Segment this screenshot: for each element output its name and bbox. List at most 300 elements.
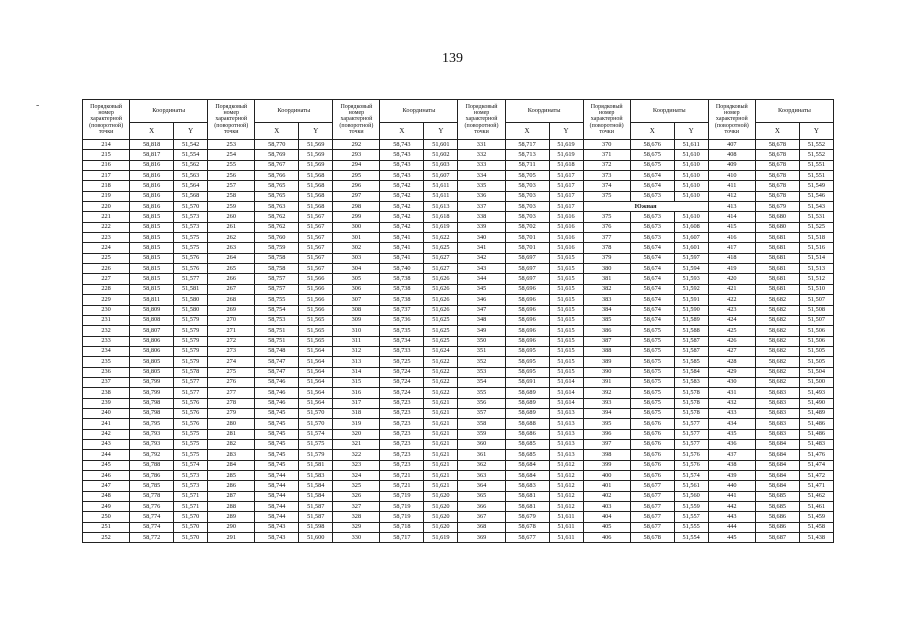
point-number: 292 — [333, 140, 380, 150]
coord-y: 51,576 — [174, 419, 208, 429]
point-number: 239 — [83, 398, 130, 408]
coord-y: 51,486 — [799, 419, 833, 429]
table-row — [83, 408, 834, 418]
coord-y: 51,584 — [299, 491, 333, 501]
point-number: 266 — [208, 274, 255, 284]
coord-x: 58,744 — [255, 491, 299, 501]
coord-x: 58,799 — [130, 388, 174, 398]
coord-y: 51,611 — [674, 140, 708, 150]
coord-y: 51,622 — [424, 233, 458, 243]
coord-x: 58,703 — [505, 212, 549, 222]
coord-y: 51,579 — [174, 326, 208, 336]
coord-y: 51,603 — [424, 160, 458, 170]
coord-x: 58,674 — [630, 274, 674, 284]
point-number: 229 — [83, 295, 130, 305]
point-number: 276 — [208, 377, 255, 387]
coord-y: 51,620 — [424, 512, 458, 522]
point-number: 253 — [208, 140, 255, 150]
coord-y: 51,573 — [174, 222, 208, 232]
coord-x: 58,681 — [505, 491, 549, 501]
coord-y: 51,570 — [174, 522, 208, 532]
coord-x: 58,744 — [255, 481, 299, 491]
coord-y: 51,594 — [674, 264, 708, 274]
coord-y: 51,611 — [424, 191, 458, 201]
table-row — [83, 243, 834, 253]
coord-y: 51,574 — [174, 460, 208, 470]
point-number: 363 — [458, 471, 505, 481]
point-number: 246 — [83, 471, 130, 481]
coord-x: 58,678 — [755, 191, 799, 201]
coord-y: 51,573 — [174, 471, 208, 481]
point-number: 397 — [583, 439, 630, 449]
coord-y: 51,612 — [549, 481, 583, 491]
coord-x: 58,684 — [755, 481, 799, 491]
coord-x: 58,766 — [255, 171, 299, 181]
coord-y: 51,565 — [299, 315, 333, 325]
point-number: 248 — [83, 491, 130, 501]
coord-y: 51,610 — [674, 181, 708, 191]
point-number: 306 — [333, 284, 380, 294]
point-number: 379 — [583, 253, 630, 263]
coord-x: 58,675 — [630, 398, 674, 408]
point-number: 320 — [333, 429, 380, 439]
point-number: 214 — [83, 140, 130, 150]
point-number: 228 — [83, 284, 130, 294]
point-number: 230 — [83, 305, 130, 315]
coord-x: 58,723 — [380, 460, 424, 470]
coord-x: 58,744 — [255, 502, 299, 512]
coord-y: 51,601 — [424, 140, 458, 150]
point-number: 413 — [708, 202, 755, 212]
coord-x: 58,754 — [255, 305, 299, 315]
coord-x: 58,682 — [755, 367, 799, 377]
coord-y: 51,576 — [174, 264, 208, 274]
coord-y: 51,614 — [549, 398, 583, 408]
coord-x: 58,675 — [630, 336, 674, 346]
coord-x: 58,724 — [380, 367, 424, 377]
point-number: 326 — [333, 491, 380, 501]
coord-x: 58,685 — [505, 439, 549, 449]
point-number: 265 — [208, 264, 255, 274]
point-number: 337 — [458, 202, 505, 212]
table-row — [83, 274, 834, 284]
coord-x: 58,675 — [630, 388, 674, 398]
coord-x: 58,697 — [505, 253, 549, 263]
point-number: 420 — [708, 274, 755, 284]
table-row — [83, 481, 834, 491]
header-x: X — [255, 123, 299, 140]
point-number: 443 — [708, 512, 755, 522]
coord-x: 58,713 — [505, 150, 549, 160]
point-number: 269 — [208, 305, 255, 315]
coord-y: 51,625 — [424, 243, 458, 253]
point-number: 418 — [708, 253, 755, 263]
coord-y: 51,579 — [174, 315, 208, 325]
coord-x: 58,685 — [755, 491, 799, 501]
table-row — [83, 491, 834, 501]
coord-x: 58,676 — [630, 460, 674, 470]
coord-x: 58,741 — [380, 253, 424, 263]
point-number: 407 — [708, 140, 755, 150]
coord-x: 58,762 — [255, 212, 299, 222]
coord-x: 58,684 — [755, 439, 799, 449]
point-number: 257 — [208, 181, 255, 191]
coord-x: 58,805 — [130, 367, 174, 377]
header-y: Y — [674, 123, 708, 140]
coord-y: 51,625 — [424, 315, 458, 325]
coord-x: 58,681 — [755, 274, 799, 284]
coord-x: 58,816 — [130, 191, 174, 201]
point-number: 428 — [708, 357, 755, 367]
coord-y: 51,573 — [174, 212, 208, 222]
coord-x: 58,759 — [255, 243, 299, 253]
coord-x: 58,721 — [380, 471, 424, 481]
point-number: 377 — [583, 233, 630, 243]
coord-x: 58,815 — [130, 264, 174, 274]
coord-y: 51,566 — [299, 274, 333, 284]
coord-y: 51,619 — [549, 140, 583, 150]
coord-y: 51,612 — [549, 471, 583, 481]
coord-y: 51,546 — [799, 191, 833, 201]
point-number: 416 — [708, 233, 755, 243]
point-number: 434 — [708, 419, 755, 429]
coord-x: 58,696 — [505, 315, 549, 325]
coord-y: 51,576 — [174, 408, 208, 418]
point-number: 378 — [583, 243, 630, 253]
coord-x: 58,815 — [130, 274, 174, 284]
coord-y: 51,611 — [549, 522, 583, 532]
coord-y: 51,577 — [174, 388, 208, 398]
coord-y: 51,587 — [299, 502, 333, 512]
coord-x: 58,738 — [380, 295, 424, 305]
point-number: 255 — [208, 160, 255, 170]
coord-x: 58,786 — [130, 471, 174, 481]
coord-x: 58,799 — [130, 377, 174, 387]
coord-x: 58,811 — [130, 295, 174, 305]
table-row — [83, 388, 834, 398]
coord-x: 58,689 — [505, 388, 549, 398]
coord-x: 58,686 — [755, 512, 799, 522]
point-number: 322 — [333, 450, 380, 460]
point-number: 395 — [583, 419, 630, 429]
header-coordinates: Координаты — [630, 100, 708, 123]
header-point-number: Порядковый номер характерной (поворотной) точки — [333, 100, 380, 140]
point-number: 252 — [83, 533, 130, 543]
point-number: 321 — [333, 439, 380, 449]
point-number: 282 — [208, 439, 255, 449]
table-row — [83, 315, 834, 325]
coord-y: 51,474 — [799, 460, 833, 470]
coord-y: 51,438 — [799, 533, 833, 543]
coord-y: 51,552 — [799, 140, 833, 150]
point-number: 375 — [583, 191, 630, 201]
header-x: X — [755, 123, 799, 140]
coord-y: 51,581 — [174, 284, 208, 294]
coord-x: 58,679 — [755, 202, 799, 212]
coord-x: 58,682 — [755, 305, 799, 315]
coord-x: 58,705 — [505, 171, 549, 181]
coord-y: 51,581 — [299, 460, 333, 470]
point-number: 301 — [333, 233, 380, 243]
coord-x: 58,785 — [130, 481, 174, 491]
coord-x: 58,746 — [255, 377, 299, 387]
coord-y: 51,615 — [549, 284, 583, 294]
coord-x: 58,778 — [130, 491, 174, 501]
coord-x: 58,696 — [505, 326, 549, 336]
coord-x: 58,767 — [255, 160, 299, 170]
coord-y: 51,615 — [549, 326, 583, 336]
header-x: X — [630, 123, 674, 140]
coord-x: 58,701 — [505, 243, 549, 253]
coord-x: 58,678 — [755, 181, 799, 191]
point-number: 341 — [458, 243, 505, 253]
coord-y: 51,514 — [799, 253, 833, 263]
point-number: 250 — [83, 512, 130, 522]
point-number: 354 — [458, 377, 505, 387]
point-number: 241 — [83, 419, 130, 429]
point-number: 403 — [583, 502, 630, 512]
point-number: 426 — [708, 336, 755, 346]
coord-x: 58,675 — [630, 377, 674, 387]
point-number: 309 — [333, 315, 380, 325]
point-number: 388 — [583, 346, 630, 356]
point-number: 440 — [708, 481, 755, 491]
coord-y: 51,611 — [549, 533, 583, 543]
table-row — [83, 160, 834, 170]
coord-y: 51,610 — [674, 171, 708, 181]
table-row — [83, 346, 834, 356]
coord-y: 51,564 — [299, 346, 333, 356]
coord-x: 58,723 — [380, 429, 424, 439]
point-number: 334 — [458, 171, 505, 181]
point-number: 366 — [458, 502, 505, 512]
coord-y: 51,617 — [549, 202, 583, 212]
point-number: 273 — [208, 346, 255, 356]
point-number: 401 — [583, 481, 630, 491]
coord-x: 58,684 — [755, 471, 799, 481]
coord-x: 58,683 — [755, 398, 799, 408]
point-number: 286 — [208, 481, 255, 491]
coord-x: 58,696 — [505, 305, 549, 315]
point-number: 336 — [458, 191, 505, 201]
coord-x: 58,673 — [630, 191, 674, 201]
point-number: 419 — [708, 264, 755, 274]
coord-x: 58,746 — [255, 398, 299, 408]
coord-x: 58,807 — [130, 326, 174, 336]
point-number: 232 — [83, 326, 130, 336]
point-number: 356 — [458, 398, 505, 408]
coord-x: 58,686 — [755, 522, 799, 532]
table-row — [83, 171, 834, 181]
coord-x: 58,689 — [505, 408, 549, 418]
header-point-number: Порядковый номер характерной (поворотной) точки — [208, 100, 255, 140]
coord-x: 58,738 — [380, 274, 424, 284]
coord-y: 51,621 — [424, 408, 458, 418]
point-number: 441 — [708, 491, 755, 501]
coord-y: 51,458 — [799, 522, 833, 532]
header-x: X — [505, 123, 549, 140]
coord-y: 51,613 — [549, 429, 583, 439]
coord-y: 51,576 — [174, 398, 208, 408]
coord-x: 58,723 — [380, 450, 424, 460]
point-number: 402 — [583, 491, 630, 501]
point-number: 429 — [708, 367, 755, 377]
coord-x: 58,703 — [505, 191, 549, 201]
coord-x: 58,769 — [255, 150, 299, 160]
header-point-number: Порядковый номер характерной (поворотной) точки — [708, 100, 755, 140]
coord-x: 58,674 — [630, 284, 674, 294]
coord-x: 58,734 — [380, 336, 424, 346]
coord-y: 51,471 — [799, 481, 833, 491]
coord-x: 58,676 — [630, 450, 674, 460]
point-number: 283 — [208, 450, 255, 460]
point-number: 290 — [208, 522, 255, 532]
coord-x: 58,721 — [380, 481, 424, 491]
coord-y: 51,612 — [549, 502, 583, 512]
point-number: 267 — [208, 284, 255, 294]
coord-y: 51,578 — [674, 408, 708, 418]
coord-y: 51,584 — [674, 367, 708, 377]
coord-x: 58,682 — [755, 336, 799, 346]
coord-y: 51,613 — [549, 450, 583, 460]
point-number: 238 — [83, 388, 130, 398]
coord-y: 51,568 — [299, 181, 333, 191]
coord-y: 51,590 — [674, 305, 708, 315]
point-number: 360 — [458, 439, 505, 449]
point-number: 285 — [208, 471, 255, 481]
coord-y: 51,506 — [799, 326, 833, 336]
coord-x: 58,741 — [380, 243, 424, 253]
coord-x: 58,682 — [755, 315, 799, 325]
coord-y: 51,483 — [799, 439, 833, 449]
coord-y: 51,577 — [674, 429, 708, 439]
point-number: 391 — [583, 377, 630, 387]
point-number: 385 — [583, 315, 630, 325]
coord-x: 58,757 — [255, 274, 299, 284]
table-row — [83, 212, 834, 222]
coord-y: 51,622 — [424, 367, 458, 377]
table-row — [83, 439, 834, 449]
point-number: 392 — [583, 388, 630, 398]
coord-x: 58,724 — [380, 388, 424, 398]
point-number: 421 — [708, 284, 755, 294]
coord-x: 58,676 — [630, 140, 674, 150]
coord-x: 58,741 — [380, 233, 424, 243]
coord-x: 58,815 — [130, 253, 174, 263]
point-number: 307 — [333, 295, 380, 305]
point-number: 298 — [333, 202, 380, 212]
coord-y: 51,507 — [799, 295, 833, 305]
point-number: 355 — [458, 388, 505, 398]
coord-x: 58,676 — [630, 471, 674, 481]
page-number: 139 — [442, 51, 463, 66]
point-number: 433 — [708, 408, 755, 418]
coord-x: 58,758 — [255, 253, 299, 263]
coord-y: 51,567 — [299, 233, 333, 243]
coord-x: 58,742 — [380, 212, 424, 222]
coord-x: 58,745 — [255, 450, 299, 460]
point-number: 296 — [333, 181, 380, 191]
point-number: 382 — [583, 284, 630, 294]
coord-x: 58,689 — [505, 398, 549, 408]
coord-y: 51,564 — [299, 367, 333, 377]
coord-y: 51,613 — [549, 439, 583, 449]
point-number: 318 — [333, 408, 380, 418]
point-number: 384 — [583, 305, 630, 315]
point-number: 427 — [708, 346, 755, 356]
coord-y: 51,562 — [174, 160, 208, 170]
coord-x: 58,742 — [380, 191, 424, 201]
coord-y: 51,574 — [674, 471, 708, 481]
point-number: 350 — [458, 336, 505, 346]
point-number: 405 — [583, 522, 630, 532]
point-number: 431 — [708, 388, 755, 398]
coord-x: 58,815 — [130, 233, 174, 243]
coord-y: 51,622 — [424, 377, 458, 387]
coord-x: 58,681 — [755, 243, 799, 253]
point-number: 373 — [583, 171, 630, 181]
point-number: 327 — [333, 502, 380, 512]
coord-y: 51,508 — [799, 305, 833, 315]
point-number: 247 — [83, 481, 130, 491]
coord-x: 58,776 — [130, 502, 174, 512]
point-number: 348 — [458, 315, 505, 325]
coord-y: 51,551 — [799, 171, 833, 181]
coord-x: 58,815 — [130, 243, 174, 253]
point-number: 315 — [333, 377, 380, 387]
coord-x: 58,677 — [630, 522, 674, 532]
header-coordinates: Координаты — [755, 100, 833, 123]
coord-y: 51,569 — [299, 160, 333, 170]
coord-x: 58,683 — [755, 408, 799, 418]
point-number: 226 — [83, 264, 130, 274]
point-number: 408 — [708, 150, 755, 160]
table-row — [83, 140, 834, 150]
coord-y: 51,587 — [674, 336, 708, 346]
coord-x: 58,675 — [630, 346, 674, 356]
point-number: 411 — [708, 181, 755, 191]
point-number: 400 — [583, 471, 630, 481]
coord-y: 51,559 — [674, 502, 708, 512]
point-number: 442 — [708, 502, 755, 512]
coord-x: 58,723 — [380, 419, 424, 429]
table-row — [83, 253, 834, 263]
coord-x: 58,676 — [630, 419, 674, 429]
coord-x: 58,696 — [505, 295, 549, 305]
coord-y: 51,505 — [799, 346, 833, 356]
coord-x: 58,793 — [130, 429, 174, 439]
coord-y: 51,602 — [424, 150, 458, 160]
point-number: 271 — [208, 326, 255, 336]
coord-y: 51,621 — [424, 471, 458, 481]
point-number: 432 — [708, 398, 755, 408]
header-y: Y — [299, 123, 333, 140]
point-number: 323 — [333, 460, 380, 470]
coord-y: 51,552 — [799, 150, 833, 160]
coord-x: 58,673 — [630, 233, 674, 243]
header-y: Y — [799, 123, 833, 140]
point-number: 256 — [208, 171, 255, 181]
coord-x: 58,683 — [505, 481, 549, 491]
coord-y: 51,569 — [299, 140, 333, 150]
coord-x: 58,686 — [505, 429, 549, 439]
coord-y: 51,583 — [299, 471, 333, 481]
point-number: 415 — [708, 222, 755, 232]
coord-y: 51,564 — [299, 388, 333, 398]
point-number: 263 — [208, 243, 255, 253]
coord-y: 51,569 — [299, 150, 333, 160]
coord-x: 58,748 — [255, 346, 299, 356]
